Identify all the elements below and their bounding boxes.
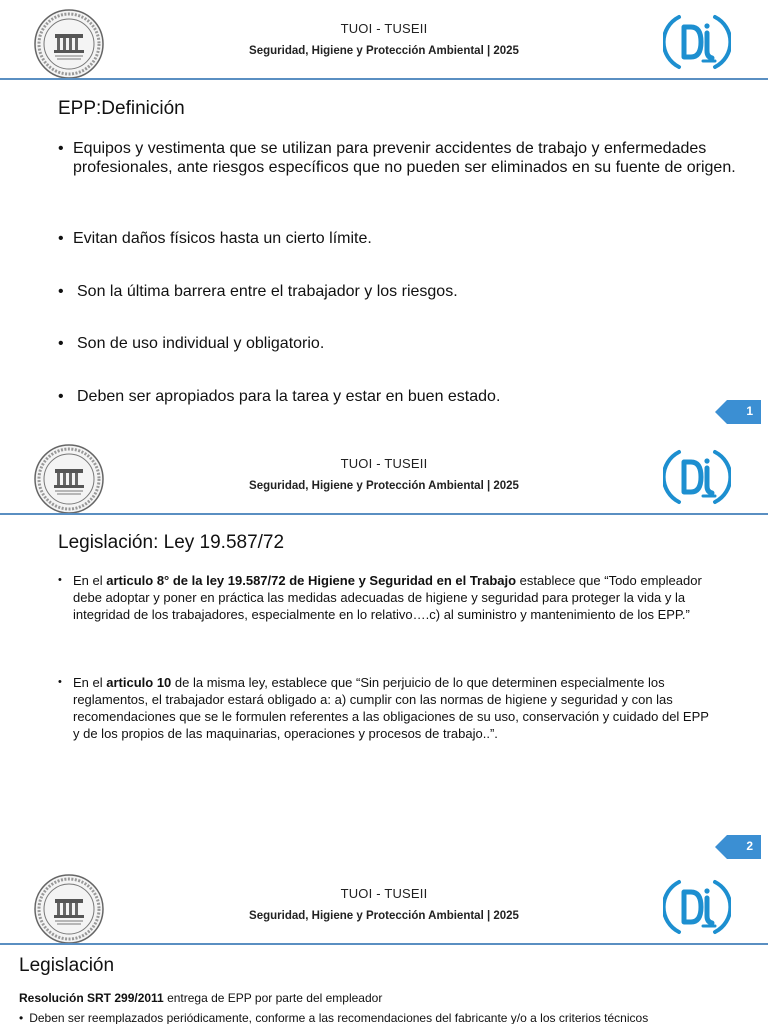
bullet-item: • Deben ser apropiados para la tarea y estar en buen estado. xyxy=(58,388,501,405)
bullet-item: • Son de uso individual y obligatorio. xyxy=(58,335,325,352)
header-divider xyxy=(0,78,768,80)
course-code: TUOI - TUSEII xyxy=(340,886,428,901)
slide-2 xyxy=(0,435,768,865)
header-divider xyxy=(0,943,768,945)
bullet-item: • Deben ser reemplazados periódicamente, conforme a las recomendaciones del fabricante y/o a los criterios técnicos xyxy=(19,1011,649,1024)
slide-title: Legislación xyxy=(19,955,115,976)
page-number: 1 xyxy=(746,404,753,418)
resolution-line: Resolución SRT 299/2011 entrega de EPP por parte del empleador xyxy=(19,991,383,1005)
slide-header xyxy=(0,865,768,945)
bullet-item: • Evitan daños físicos hasta un cierto límite. xyxy=(58,230,372,247)
course-code: TUOI - TUSEII xyxy=(340,456,428,471)
university-seal-icon xyxy=(33,8,105,80)
course-subtitle: Seguridad, Higiene y Protección Ambiental | 2025 xyxy=(249,480,519,492)
bullet-item: • Son la última barrera entre el trabajador y los riesgos. xyxy=(58,283,458,300)
slide-1 xyxy=(0,0,768,435)
bullet-item: • En el articulo 10 de la misma ley, establece que “Sin perjuicio de lo que determinen especialmente los reglamentos, el trabajador estará obligado a: a) cumplir con las normas de higiene y seguridad y con las recomendaciones que se le formulen referentes a las obligaciones de su uso, conservación y cuidado del EPP y de los propios de las maquinarias, operaciones y procesos de trabajo..”. xyxy=(58,675,709,741)
header-divider xyxy=(0,513,768,515)
page-number-badge xyxy=(715,835,761,859)
university-seal-icon xyxy=(33,443,105,515)
page-number: 2 xyxy=(746,839,753,853)
slide-title: EPP:Definición xyxy=(58,98,185,119)
course-subtitle: Seguridad, Higiene y Protección Ambiental | 2025 xyxy=(249,910,519,922)
university-seal-icon xyxy=(33,873,105,945)
page-number-badge xyxy=(715,400,761,424)
slide-header xyxy=(0,0,768,80)
department-logo-icon xyxy=(663,876,731,938)
department-logo-icon xyxy=(663,11,731,73)
course-code: TUOI - TUSEII xyxy=(340,21,428,36)
department-logo-icon xyxy=(663,446,731,508)
slide-3 xyxy=(0,865,768,1024)
course-subtitle: Seguridad, Higiene y Protección Ambiental | 2025 xyxy=(249,45,519,57)
bullet-item: • Equipos y vestimenta que se utilizan para prevenir accidentes de trabajo y enfermedades profesionales, ante riesgos específicos que no pueden ser eliminados en su fuente de origen. xyxy=(58,140,736,176)
bullet-item: • En el articulo 8° de la ley 19.587/72 de Higiene y Seguridad en el Trabajo establece que “Todo empleador debe adoptar y poner en práctica las medidas adecuadas de higiene y seguridad para proteger la vida y la integridad de los trabajadores, especialmente en lo relativo….c) al suministro y mantenimiento de los EPP.” xyxy=(58,573,702,622)
slide-title: Legislación: Ley 19.587/72 xyxy=(58,532,285,553)
slide-header xyxy=(0,435,768,515)
